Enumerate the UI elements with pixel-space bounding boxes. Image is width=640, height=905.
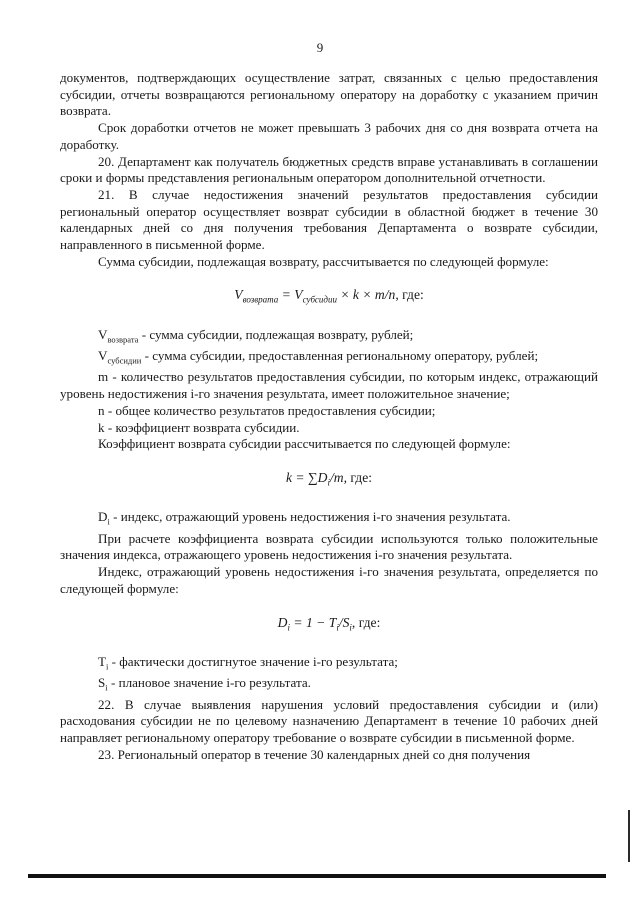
definition-t: $T_i$ - фактически достигнутое значение i-го результата; (98, 653, 398, 672)
definition-m: m - количество результатов предоставления субсидии, по которым индекс, отражающий уровень недостижения i-го значения результата, имеет положительное значение; (60, 369, 598, 402)
paragraph-21: 21. В случае недостижения значений результатов предоставления субсидии региональный оператор осуществляет возврат субсидии в областной бюджет в течение 30 календарных дней со дня получения требования Департамента о возврате субсидии, направленного в письменной форме. (60, 186, 598, 253)
formula-coefficient: $k = \sum D_i/m$, где: (285, 470, 373, 488)
definition-n: n - общее количество результатов предоставления субсидии; (98, 402, 436, 418)
bottom-rule (28, 874, 606, 878)
paragraph-return-formula-intro: Сумма субсидии, подлежащая возврату, рассчитывается по следующей формуле: (98, 253, 549, 269)
document-body (60, 70, 598, 763)
definition-v-return: $V_{возврата}$ - сумма субсидии, подлежащая возврату, рублей; (98, 326, 414, 345)
paragraph-22: 22. В случае выявления нарушения условий предоставления субсидии и (или) расходования субсидии не по целевому назначению Департамент в течение 10 рабочих дней направляет региональному оператору требование о возврате субсидии в письменной форме. (60, 696, 598, 745)
definition-k: k - коэффициент возврата субсидии. (98, 419, 300, 435)
page-number: 9 (316, 40, 324, 55)
definition-s: $S_i$ - плановое значение i-го результата. (98, 675, 311, 693)
definition-d: $D_i$ - индекс, отражающий уровень недостижения i-го значения результата. (98, 509, 511, 528)
paragraph-calculation-note: При расчете коэффициента возврата субсидии используются только положительные значения индекса, отражающего уровень недостижения i-го значения результата. (60, 530, 598, 563)
definition-v-subsidy: $V_{субсидии}$ - сумма субсидии, предоставленная региональному оператору, рублей; (98, 348, 539, 366)
paragraph-20: 20. Департамент как получатель бюджетных средств вправе устанавливать в соглашении сроки и формы представления региональным оператором дополнительной отчетности. (60, 153, 598, 186)
paragraph-continuation: документов, подтверждающих осуществление затрат, связанных с целью предоставления субсидии, отчеты возвращаются региональному оператору на доработку с указанием причин возврата. (60, 70, 598, 119)
paragraph-revision-term: Срок доработки отчетов не может превышать 3 рабочих дня со дня возврата отчета на доработку. (60, 120, 598, 152)
scan-edge-mark (628, 810, 630, 862)
paragraph-coefficient-intro: Коэффициент возврата субсидии рассчитывается по следующей формуле: (98, 436, 511, 452)
paragraph-index-intro: Индекс, отражающий уровень недостижения i-го значения результата, определяется по следующей формуле: (60, 564, 598, 596)
formula-return-amount: $V_{возврата} = V_{субсидии} \times k \times m/n$, где: (234, 287, 424, 306)
paragraph-23: 23. Региональный оператор в течение 30 календарных дней со дня получения (98, 746, 531, 762)
formula-index: $D_i = 1 - T_i/S_i$, где: (277, 614, 381, 633)
